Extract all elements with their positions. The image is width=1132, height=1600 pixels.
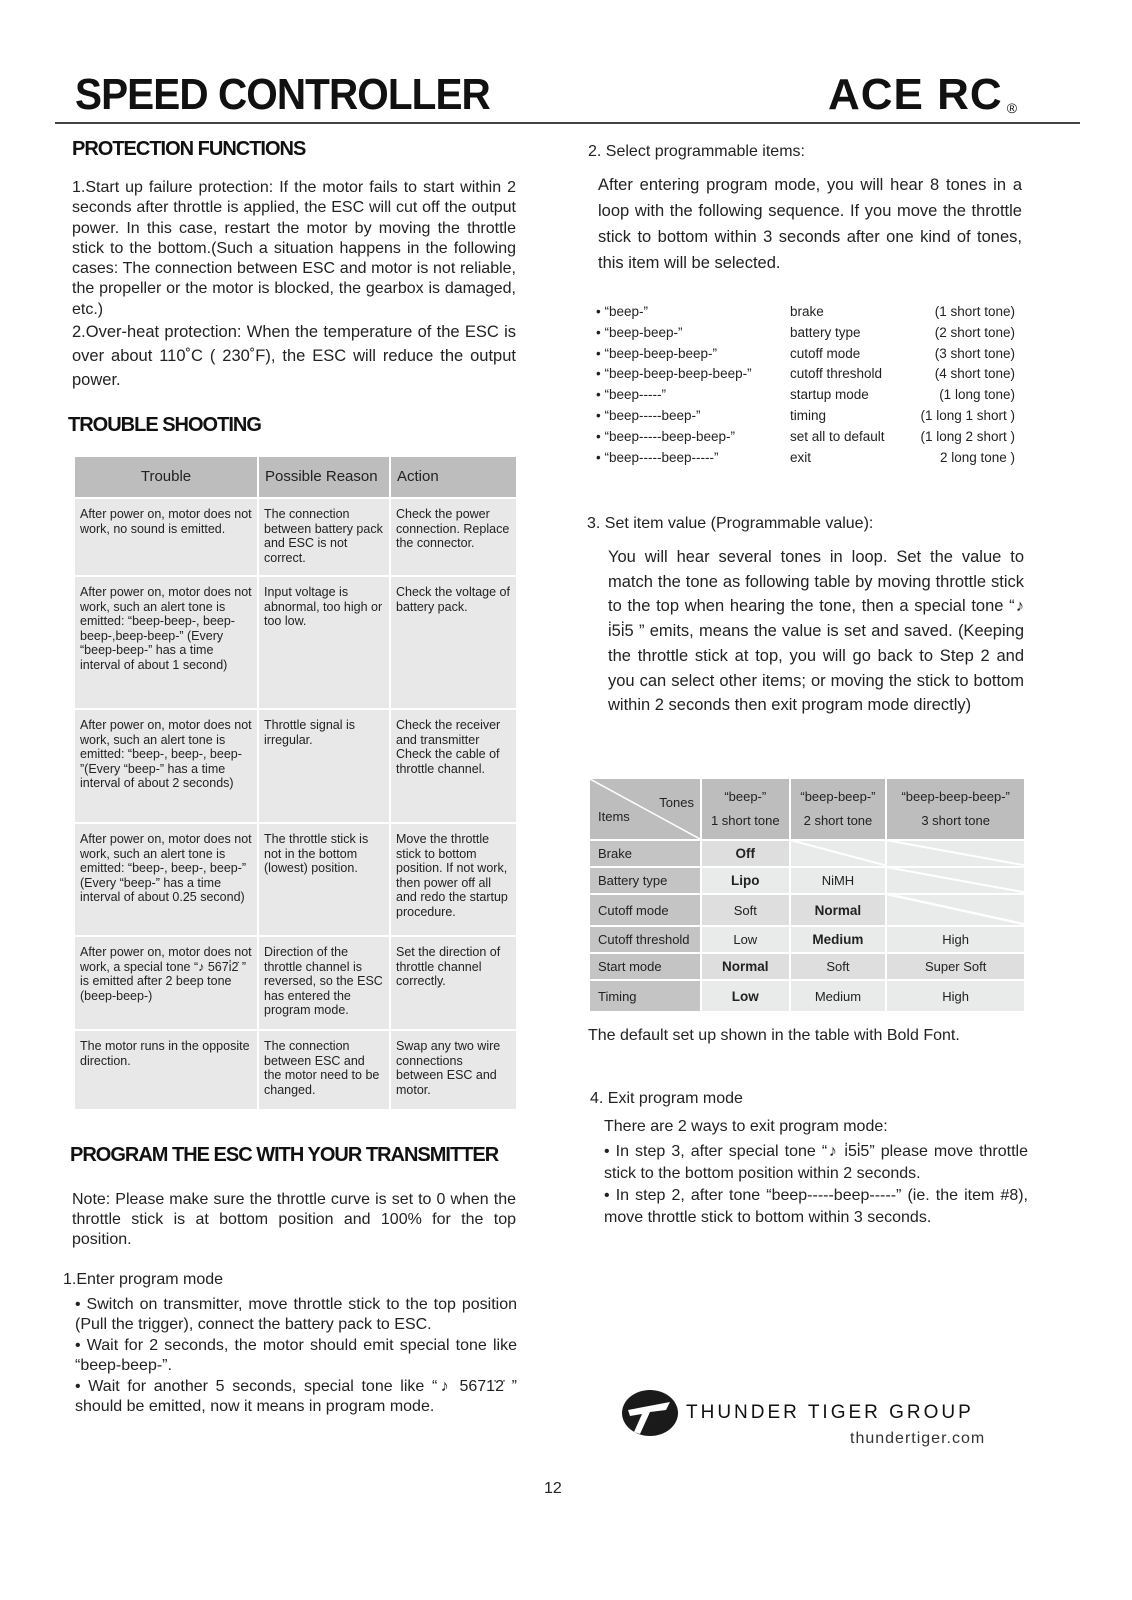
action-cell: Check the power connection. Replace the connector. [391, 499, 516, 575]
brand-name: ACE RC [828, 70, 1003, 119]
tone-desc: (1 long 2 short ) [920, 428, 1015, 444]
step2-text: After entering program mode, you will hear 8 tones in a loop with the following sequence. If you move the throttle stick to bottom within 3 seconds after one kind of tones, this item will be selected. [598, 176, 1022, 272]
program-heading: PROGRAM THE ESC WITH YOUR TRANSMITTER [70, 1144, 499, 1166]
tone-pattern: • “beep-----beep-beep-” [596, 428, 736, 444]
list-item: • In step 2, after tone “beep-----beep-----” (ie. the item #8), move throttle stick to bottom within 3 seconds. [604, 1187, 1028, 1226]
default-value: Lipo [731, 873, 760, 888]
col-tone: “beep-beep-beep-” [901, 789, 1010, 804]
tone-value-table [588, 777, 1026, 1013]
default-value: Normal [722, 959, 769, 974]
value-cell [791, 841, 886, 866]
protection-heading: PROTECTION FUNCTIONS [72, 138, 306, 160]
trouble-cell: After power on, motor does not work, a special tone “♪ 567i̇2̇ ” is emitted after 2 beep tone (beep-beep-) [75, 937, 257, 1029]
value-cell: Medium [791, 981, 886, 1011]
tone-desc: (1 long tone) [939, 387, 1015, 403]
col-header-3 [887, 779, 1024, 839]
value-cell: Low [702, 927, 789, 952]
tone-pattern: • “beep-beep-” [596, 324, 683, 340]
item-label: Battery type [590, 868, 700, 893]
program-note: Note: Please make sure the throttle curve is set to 0 when the throttle stick is at bottom position and 100% for the top position. [72, 1191, 516, 1248]
tone-pattern: • “beep-----” [596, 387, 666, 403]
step1-list [75, 1295, 517, 1417]
step4-title: 4. Exit program mode [590, 1090, 743, 1107]
col-tone-desc: 3 short tone [921, 813, 990, 828]
corner-items-label: Items [598, 809, 630, 824]
table-row [75, 824, 516, 935]
action-cell: Swap any two wire connections between ESC and motor. [391, 1031, 516, 1109]
item-label: Brake [590, 841, 700, 866]
default-value: Normal [814, 902, 862, 918]
item-label: Cutoff threshold [590, 927, 700, 952]
item-name: cutoff threshold [790, 366, 883, 382]
value-cell [791, 927, 886, 952]
tone-pattern: • “beep-----beep-” [596, 407, 701, 423]
registered-mark: ® [1006, 100, 1019, 116]
website-url: thundertiger.com [850, 1430, 986, 1447]
list-item: • Switch on transmitter, move throttle stick to the top position (Pull the trigger), connect the battery pack to ESC. [75, 1296, 517, 1333]
table-row [590, 954, 1024, 979]
tone-desc: (1 short tone) [934, 304, 1015, 319]
action-cell: Check the voltage of battery pack. [391, 577, 516, 708]
trouble-table [73, 455, 518, 1111]
step3-text: You will hear several tones in loop. Set the value to match the tone as following table by moving throttle stick to the top when hearing the tone, then a special tone “♪ i̇5i̇5 ” emits, means the value is set and saved. (Keeping the throttle stick at top, you will go back to Step 2 and you can select other items; or moving the stick to bottom within 2 seconds then exit program mode directly) [608, 548, 1024, 715]
list-item [596, 346, 1015, 367]
value-cell [702, 841, 789, 866]
tone-desc: (1 long 1 short ) [920, 407, 1015, 423]
col-header-2 [791, 779, 886, 839]
trouble-cell: The motor runs in the opposite direction. [75, 1031, 257, 1109]
table-row [590, 868, 1024, 893]
reason-cell: The throttle stick is not in the bottom (lowest) position. [259, 824, 389, 935]
value-cell [887, 895, 1024, 925]
programmable-items-list [596, 304, 1015, 470]
tone-desc: (3 short tone) [934, 345, 1015, 361]
value-cell: Soft [791, 954, 886, 979]
reason-cell: The connection between ESC and the motor need to be changed. [259, 1031, 389, 1109]
item-name: startup mode [790, 387, 869, 403]
col-reason: Possible Reason [259, 457, 389, 497]
trouble-cell: After power on, motor does not work, such an alert tone is emitted: “beep-, beep-, beep- ”(Every “beep-” has a time interval of about 2 seconds) [75, 710, 257, 822]
trouble-heading: TROUBLE SHOOTING [68, 414, 261, 436]
action-cell: Check the receiver and transmitter Check the cable of throttle channel. [391, 710, 516, 822]
corner-tones-label: Tones [659, 795, 694, 810]
item-name: brake [790, 304, 824, 319]
protection-item-1: 1.Start up failure protection: If the motor fails to start within 2 seconds after throttle is applied, the ESC will cut off the output power. In this case, restart the motor by moving the throttle stick to the bottom.(Such a situation happens in the following cases: The connection between ESC and motor is not reliable, the propeller or the motor is blocked, the gearbox is damaged, etc.) [72, 179, 516, 318]
logo-text: THUNDER TIGER GROUP [686, 1402, 974, 1423]
value-cell [702, 868, 789, 893]
default-value: Medium [812, 932, 864, 947]
value-cell [791, 895, 886, 925]
value-cell [887, 841, 1024, 866]
item-name: cutoff mode [790, 345, 861, 361]
table-row [590, 927, 1024, 952]
value-cell: High [887, 981, 1024, 1011]
page-title: SPEED CONTROLLER [75, 70, 490, 119]
list-item [596, 450, 1015, 471]
protection-item-2: 2.Over-heat protection: When the temperature of the ESC is over about 110˚C ( 230˚F), the ESC will reduce the output power. [72, 323, 516, 389]
value-cell: High [887, 927, 1024, 952]
trouble-cell: After power on, motor does not work, such an alert tone is emitted: “beep-, beep-, beep-” (Every “beep-” has a time interval of about 0.25 second) [75, 824, 257, 935]
table-row [75, 499, 516, 575]
list-item: • In step 3, after special tone “♪ i̇5i̇5” please move throttle stick to the bottom position within 2 seconds. [604, 1143, 1028, 1182]
table-row [75, 577, 516, 708]
step3-title: 3. Set item value (Programmable value): [587, 515, 874, 532]
value-cell [887, 868, 1024, 893]
tone-pattern: • “beep-” [596, 304, 648, 319]
list-item [596, 366, 1015, 387]
value-cell [702, 954, 789, 979]
reason-cell: Direction of the throttle channel is reversed, so the ESC has entered the program mode. [259, 937, 389, 1029]
col-tone-desc: 2 short tone [803, 813, 873, 828]
item-name: timing [790, 407, 827, 423]
item-name: exit [790, 449, 812, 465]
tone-desc: (2 short tone) [934, 324, 1015, 340]
table-row [75, 937, 516, 1029]
tone-desc: (4 short tone) [934, 366, 1015, 382]
default-value: Off [735, 846, 756, 861]
table-row [590, 895, 1024, 925]
default-value: Low [731, 988, 759, 1004]
item-label: Cutoff mode [590, 895, 700, 925]
item-name: set all to default [790, 428, 885, 444]
col-trouble: Trouble [75, 457, 257, 497]
step2-title: 2. Select programmable items: [588, 143, 805, 160]
item-label: Timing [590, 981, 700, 1011]
list-item [596, 304, 1015, 325]
table-row [75, 710, 516, 822]
col-header-1 [702, 779, 789, 839]
reason-cell: Input voltage is abnormal, too high or too low. [259, 577, 389, 708]
action-cell: Move the throttle stick to bottom position. If not work, then power off all and redo the startup procedure. [391, 824, 516, 935]
value-cell: Super Soft [887, 954, 1024, 979]
col-tone: “beep-beep-” [800, 789, 876, 804]
col-tone: “beep-” [724, 789, 767, 804]
list-item: • Wait for 2 seconds, the motor should emit special tone like “beep-beep-”. [75, 1337, 517, 1374]
brand-logo [828, 70, 1018, 120]
tone-pattern: • “beep-beep-beep-beep-” [596, 366, 752, 382]
step4-list [604, 1141, 1028, 1229]
trouble-cell: After power on, motor does not work, no sound is emitted. [75, 499, 257, 575]
value-cell: Soft [702, 895, 789, 925]
value-cell: NiMH [791, 868, 886, 893]
table-corner-cell [590, 779, 700, 839]
action-cell: Set the direction of throttle channel correctly. [391, 937, 516, 1029]
list-item [596, 408, 1015, 429]
page-number: 12 [544, 1480, 562, 1497]
default-footnote: The default set up shown in the table with Bold Font. [588, 1027, 960, 1044]
trouble-cell: After power on, motor does not work, such an alert tone is emitted: “beep-beep-, beep-beep-,beep-beep-” (Every “beep-beep-” has a time interval of about 1 second) [75, 577, 257, 708]
thunder-tiger-icon [620, 1388, 680, 1438]
list-item [596, 387, 1015, 408]
step1-title: 1.Enter program mode [63, 1271, 224, 1288]
list-item [596, 429, 1015, 450]
reason-cell: Throttle signal is irregular. [259, 710, 389, 822]
reason-cell: The connection between battery pack and ESC is not correct. [259, 499, 389, 575]
list-item: • Wait for another 5 seconds, special tone like “♪ 5671̇2̇ ” should be emitted, now it means in program mode. [75, 1378, 517, 1415]
tone-desc: 2 long tone ) [939, 449, 1015, 465]
item-name: battery type [790, 324, 861, 340]
tone-pattern: • “beep-beep-beep-” [596, 345, 718, 361]
header-divider [55, 122, 1080, 124]
value-cell [702, 981, 789, 1011]
table-row [590, 981, 1024, 1011]
list-item [596, 325, 1015, 346]
tone-pattern: • “beep-----beep-----” [596, 449, 719, 465]
table-row [75, 1031, 516, 1109]
item-label: Start mode [590, 954, 700, 979]
col-tone-desc: 1 short tone [710, 813, 780, 828]
col-action: Action [391, 457, 516, 497]
step4-intro: There are 2 ways to exit program mode: [604, 1118, 888, 1135]
table-row [590, 841, 1024, 866]
